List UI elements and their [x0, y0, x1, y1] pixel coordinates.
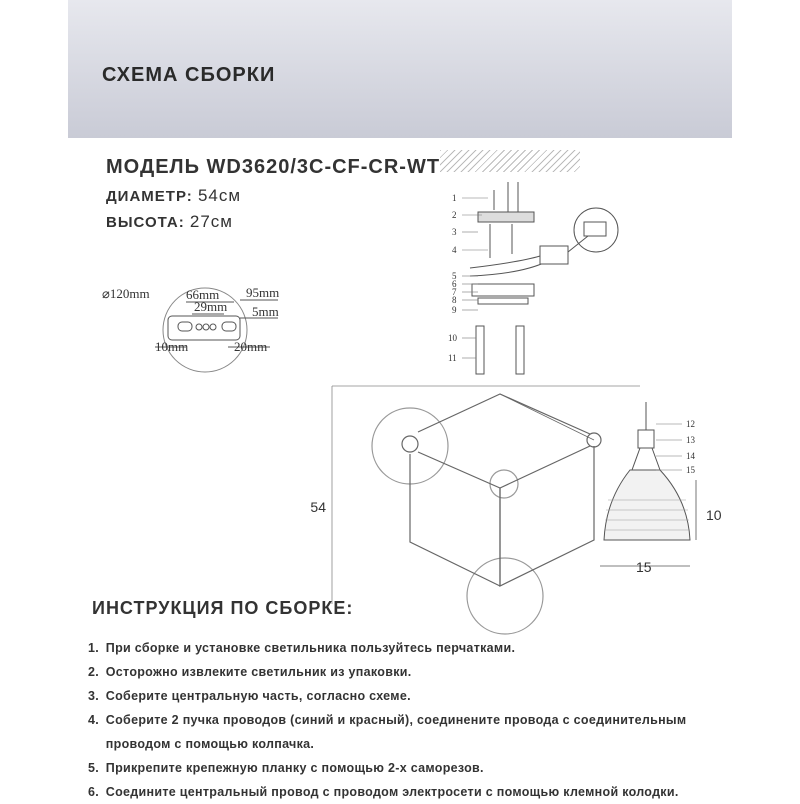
shade-detail [600, 402, 696, 566]
step-6-num: 6. [88, 785, 100, 799]
step-4-num: 4. [88, 713, 100, 727]
part-11: 11 [448, 353, 457, 363]
fixture-drawing [332, 386, 640, 634]
step-5-num: 5. [88, 761, 100, 775]
part-12: 12 [686, 419, 695, 429]
height-label: ВЫСОТА: [106, 214, 185, 231]
plate-20-dim: 20mm [234, 339, 268, 354]
part-15: 15 [686, 465, 695, 475]
step-4-cont [88, 732, 778, 756]
canopy-exploded-view [470, 182, 618, 374]
instructions-title: ИНСТРУКЦИЯ ПО СБОРКЕ: [92, 598, 354, 618]
part-5: 5 [452, 271, 457, 281]
diameter-value: 54см [197, 186, 242, 205]
step-2-num: 2. [88, 665, 100, 679]
step-4 [88, 708, 778, 732]
step-6 [88, 780, 778, 804]
part-10: 10 [448, 333, 457, 343]
step-4-cont-text: проводом с помощью колпачка. [105, 737, 315, 751]
part-3: 3 [452, 227, 457, 237]
shade-width-dim: 15 [636, 559, 652, 575]
plate-10-dim: 10mm [155, 339, 189, 354]
step-3-text: Соберите центральную часть, согласно схеме. [105, 689, 411, 703]
overall-size-dim: 54 [310, 499, 326, 515]
shade-height-dim: 10 [706, 507, 722, 523]
step-6-text: Соедините центральный провод с проводом электросети с помощью клемной колодки. [105, 785, 679, 799]
step-1-num: 1. [88, 641, 100, 655]
page-title: СХЕМА СБОРКИ [102, 64, 276, 86]
part-2: 2 [452, 210, 457, 220]
plate-diameter-dim: ⌀120mm [102, 286, 150, 301]
step-2 [88, 660, 778, 684]
step-2-text: Осторожно извлеките светильник из упаковки. [105, 665, 412, 679]
diameter-label: ДИАМЕТР: [106, 188, 193, 205]
part-6: 6 [452, 279, 457, 289]
height-value: 27см [189, 212, 233, 231]
instructions-list [88, 636, 778, 804]
plate-66-dim: 66mm [186, 287, 220, 302]
part-9: 9 [452, 305, 457, 315]
step-3 [88, 684, 778, 708]
plate-95-dim: 95mm [246, 285, 280, 300]
step-5-text: Прикрепите крепежную планку с помощью 2-х саморезов. [105, 761, 484, 775]
part-8: 8 [452, 295, 457, 305]
step-1 [88, 636, 778, 660]
part-4: 4 [452, 245, 457, 255]
step-4-text: Соберите 2 пучка проводов (синий и красный), соединените провода с соединительным [105, 713, 687, 727]
part-14: 14 [686, 451, 695, 461]
plate-5-dim: 5mm [252, 304, 279, 319]
model-label: МОДЕЛЬ WD3620/3C-CF-CR-WT [106, 156, 441, 178]
step-5 [88, 756, 778, 780]
part-1: 1 [452, 193, 457, 203]
part-7: 7 [452, 287, 457, 297]
plate-29-dim: 29mm [194, 299, 228, 314]
step-3-num: 3. [88, 689, 100, 703]
step-1-text: При сборке и установке светильника пользуйтесь перчатками. [105, 641, 516, 655]
part-13: 13 [686, 435, 695, 445]
